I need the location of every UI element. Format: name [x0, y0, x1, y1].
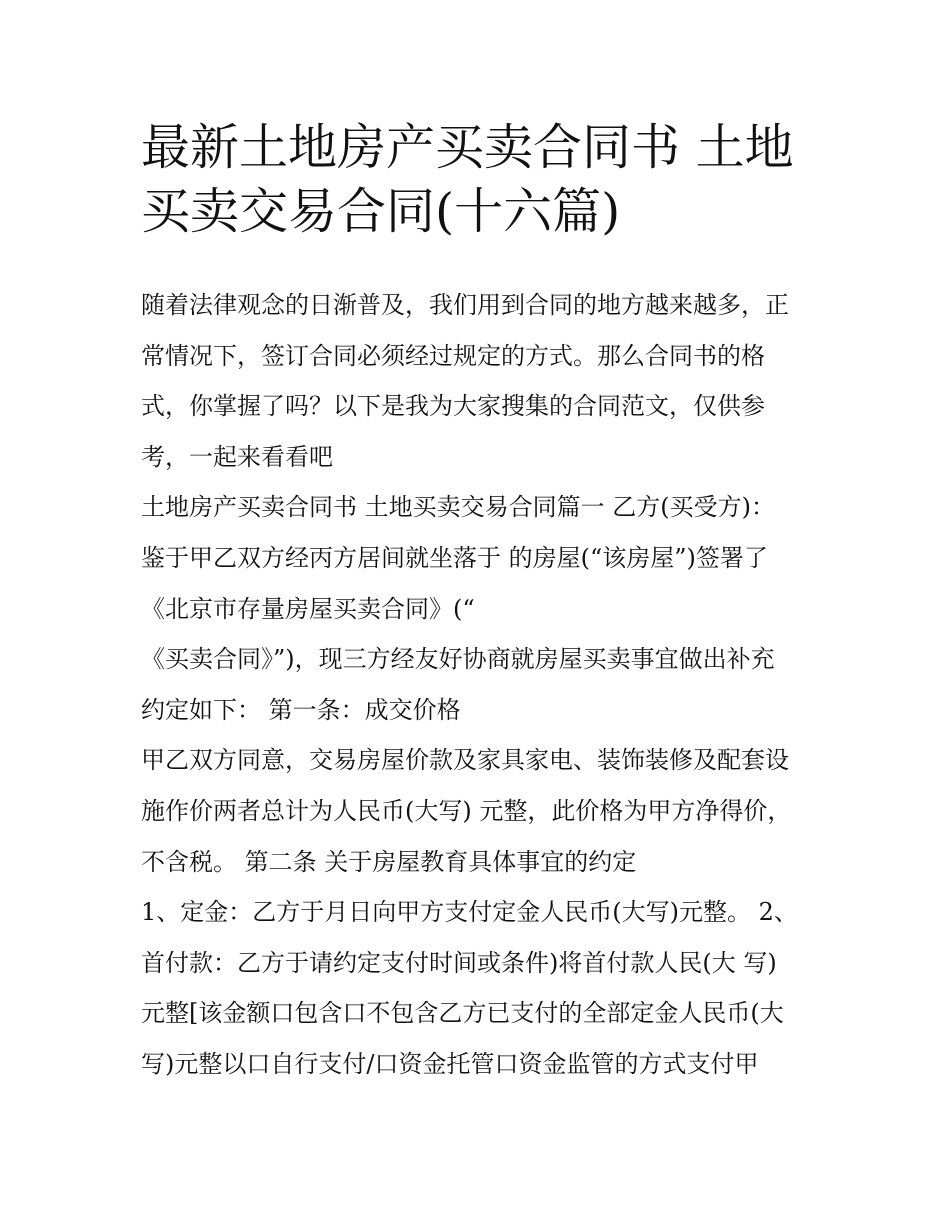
- body-line: 甲乙双方同意，交易房屋价款及家具家电、装饰装修及配套设: [141, 746, 789, 775]
- body-line: 考，一起来看看吧: [141, 442, 333, 471]
- body-line: 式，你掌握了吗？以下是我为大家搜集的合同范文，仅供参: [141, 392, 765, 421]
- body-line: 《买卖合同》”)，现三方经友好协商就房屋买卖事宜做出补充: [141, 645, 775, 674]
- body-line: 约定如下： 第一条：成交价格: [141, 695, 461, 724]
- body-line: 首付款：乙方于请约定支付时间或条件)将首付款人民(大 写): [141, 948, 777, 977]
- body-line: 不含税。 第二条 关于房屋教育具体事宜的约定: [141, 847, 637, 876]
- document-body: [141, 280, 841, 1090]
- body-line: 《北京市存量房屋买卖合同》(“: [141, 594, 475, 623]
- body-line: 施作价两者总计为人民币(大写) 元整，此价格为甲方净得价，: [141, 796, 792, 825]
- body-line: 元整[该金额口包含口不包含乙方已支付的全部定金人民币(大: [141, 999, 784, 1028]
- body-line: 土地房产买卖合同书 土地买卖交易合同篇一 乙方(买受方)：: [141, 493, 775, 522]
- body-line: 鉴于甲乙双方经丙方居间就坐落于 的房屋(“该房屋”)签署了: [141, 543, 768, 572]
- body-line: 常情况下，签订合同必须经过规定的方式。那么合同书的格: [141, 341, 765, 370]
- title-line-2: 买卖交易合同(十六篇): [141, 183, 621, 240]
- document-title: [141, 116, 841, 244]
- title-line-1: 最新土地房产买卖合同书 土地: [141, 119, 794, 176]
- body-line: 1、定金：乙方于月日向甲方支付定金人民币(大写)元整。 2、: [141, 898, 798, 927]
- body-line: 随着法律观念的日渐普及，我们用到合同的地方越来越多，正: [141, 291, 789, 319]
- body-line: 写)元整以口自行支付/口资金托管口资金监管的方式支付甲: [141, 1049, 759, 1078]
